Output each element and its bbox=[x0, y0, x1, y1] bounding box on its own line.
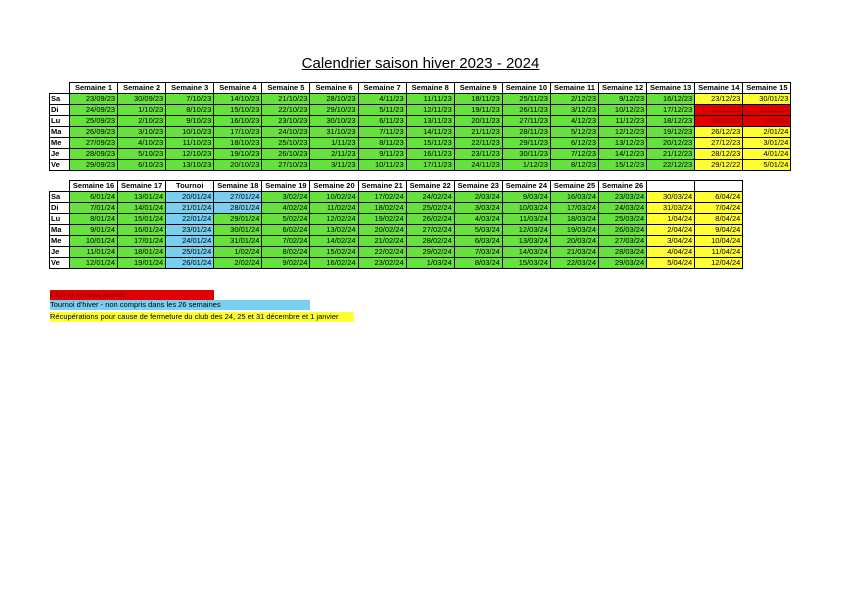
date-cell: 22/12/23 bbox=[647, 160, 695, 171]
column-header: Semaine 16 bbox=[70, 181, 118, 192]
date-cell: 11/10/23 bbox=[166, 138, 214, 149]
date-cell: 30/10/23 bbox=[310, 116, 358, 127]
date-cell: 3/10/23 bbox=[118, 127, 166, 138]
date-cell: 23/01/24 bbox=[166, 225, 214, 236]
date-cell: 27/11/23 bbox=[502, 116, 550, 127]
date-cell: 24/01/24 bbox=[166, 236, 214, 247]
date-cell: 20/12/23 bbox=[647, 138, 695, 149]
date-cell: 25/01/24 bbox=[166, 247, 214, 258]
day-label: Me bbox=[50, 138, 70, 149]
column-header: Tournoi bbox=[166, 181, 214, 192]
column-header: Semaine 24 bbox=[502, 181, 550, 192]
date-cell: 19/02/24 bbox=[358, 214, 406, 225]
date-cell: 3/11/23 bbox=[310, 160, 358, 171]
legend-closed: Club et terrains fermés bbox=[50, 290, 214, 300]
column-header: Semaine 8 bbox=[406, 83, 454, 94]
date-cell: 22/01/24 bbox=[166, 214, 214, 225]
date-cell: 2/03/24 bbox=[454, 192, 502, 203]
date-cell: 21/03/24 bbox=[550, 247, 598, 258]
corner-cell bbox=[50, 83, 70, 94]
date-cell: 11/11/23 bbox=[406, 94, 454, 105]
date-cell: 29/03/24 bbox=[599, 258, 647, 269]
column-header: Semaine 25 bbox=[550, 181, 598, 192]
date-cell: 7/01/24 bbox=[70, 203, 118, 214]
date-cell: 29/09/23 bbox=[70, 160, 118, 171]
date-cell: 23/11/23 bbox=[454, 149, 502, 160]
date-cell: 8/02/24 bbox=[262, 247, 310, 258]
date-cell: 2/04/24 bbox=[647, 225, 695, 236]
column-header: Semaine 21 bbox=[358, 181, 406, 192]
date-cell: 4/11/23 bbox=[358, 94, 406, 105]
date-cell: 15/10/23 bbox=[214, 105, 262, 116]
header-row bbox=[50, 83, 791, 94]
table-row bbox=[50, 127, 791, 138]
column-header: Semaine 17 bbox=[118, 181, 166, 192]
date-cell: 9/10/23 bbox=[166, 116, 214, 127]
day-label: Ve bbox=[50, 258, 70, 269]
date-cell: 17/02/24 bbox=[358, 192, 406, 203]
column-header: Semaine 4 bbox=[214, 83, 262, 94]
date-cell: 16/02/24 bbox=[310, 258, 358, 269]
calendar-table-2 bbox=[49, 180, 743, 269]
corner-cell bbox=[50, 181, 70, 192]
date-cell: 28/10/23 bbox=[310, 94, 358, 105]
date-cell: 13/11/23 bbox=[406, 116, 454, 127]
date-cell: 11/01/24 bbox=[70, 247, 118, 258]
date-cell: 27/02/24 bbox=[406, 225, 454, 236]
date-cell: 11/03/24 bbox=[502, 214, 550, 225]
date-cell: 14/01/24 bbox=[118, 203, 166, 214]
date-cell: 18/11/23 bbox=[454, 94, 502, 105]
date-cell: 14/10/23 bbox=[214, 94, 262, 105]
date-cell: 28/09/23 bbox=[70, 149, 118, 160]
date-cell: 9/03/24 bbox=[502, 192, 550, 203]
table-row bbox=[50, 236, 743, 247]
date-cell: 21/02/24 bbox=[358, 236, 406, 247]
date-cell: 12/11/23 bbox=[406, 105, 454, 116]
date-cell: 16/12/23 bbox=[647, 94, 695, 105]
date-cell: 5/11/23 bbox=[358, 105, 406, 116]
date-cell: 2/01/24 bbox=[743, 127, 791, 138]
date-cell: 1/01/24 bbox=[743, 116, 791, 127]
date-cell: 23/02/24 bbox=[358, 258, 406, 269]
date-cell: 30/09/23 bbox=[118, 94, 166, 105]
date-cell: 12/02/24 bbox=[310, 214, 358, 225]
date-cell: 26/03/24 bbox=[599, 225, 647, 236]
column-header: Semaine 2 bbox=[118, 83, 166, 94]
date-cell: 27/12/23 bbox=[695, 138, 743, 149]
date-cell: 15/12/23 bbox=[599, 160, 647, 171]
date-cell: 27/01/24 bbox=[214, 192, 262, 203]
date-cell: 17/10/23 bbox=[214, 127, 262, 138]
date-cell: 27/10/23 bbox=[262, 160, 310, 171]
day-label: Sa bbox=[50, 192, 70, 203]
date-cell: 18/02/24 bbox=[358, 203, 406, 214]
day-label: Lu bbox=[50, 116, 70, 127]
date-cell: 28/12/23 bbox=[695, 149, 743, 160]
date-cell: 3/04/24 bbox=[647, 236, 695, 247]
column-header: Semaine 19 bbox=[262, 181, 310, 192]
date-cell: 12/01/24 bbox=[70, 258, 118, 269]
day-label: Di bbox=[50, 105, 70, 116]
column-header: Semaine 7 bbox=[358, 83, 406, 94]
date-cell: 5/12/23 bbox=[550, 127, 598, 138]
date-cell: 29/12/22 bbox=[695, 160, 743, 171]
table-row bbox=[50, 149, 791, 160]
date-cell: 20/03/24 bbox=[550, 236, 598, 247]
date-cell: 24/03/24 bbox=[599, 203, 647, 214]
date-cell: 1/03/24 bbox=[406, 258, 454, 269]
date-cell: 25/03/24 bbox=[599, 214, 647, 225]
date-cell: 23/10/23 bbox=[262, 116, 310, 127]
date-cell: 6/01/24 bbox=[70, 192, 118, 203]
date-cell: 23/03/24 bbox=[599, 192, 647, 203]
date-cell: 17/12/23 bbox=[647, 105, 695, 116]
date-cell: 12/10/23 bbox=[166, 149, 214, 160]
date-cell: 16/10/23 bbox=[214, 116, 262, 127]
column-header: Semaine 20 bbox=[310, 181, 358, 192]
day-label: Sa bbox=[50, 94, 70, 105]
date-cell: 15/02/24 bbox=[310, 247, 358, 258]
date-cell: 5/04/24 bbox=[647, 258, 695, 269]
date-cell: 1/11/23 bbox=[310, 138, 358, 149]
date-cell: 14/11/23 bbox=[406, 127, 454, 138]
column-header bbox=[647, 181, 695, 192]
date-cell: 13/12/23 bbox=[599, 138, 647, 149]
column-header bbox=[695, 181, 743, 192]
column-header: Semaine 23 bbox=[454, 181, 502, 192]
date-cell: 26/01/24 bbox=[166, 258, 214, 269]
day-label: Je bbox=[50, 247, 70, 258]
date-cell: 31/10/23 bbox=[310, 127, 358, 138]
date-cell: 14/03/24 bbox=[502, 247, 550, 258]
date-cell: 12/12/23 bbox=[599, 127, 647, 138]
date-cell: 11/04/24 bbox=[695, 247, 743, 258]
table-row bbox=[50, 203, 743, 214]
date-cell: 9/04/24 bbox=[695, 225, 743, 236]
table-row bbox=[50, 138, 791, 149]
day-label: Me bbox=[50, 236, 70, 247]
date-cell: 7/11/23 bbox=[358, 127, 406, 138]
date-cell: 5/02/24 bbox=[262, 214, 310, 225]
date-cell: 28/01/24 bbox=[214, 203, 262, 214]
date-cell: 17/11/23 bbox=[406, 160, 454, 171]
table-row bbox=[50, 214, 743, 225]
date-cell: 31/03/24 bbox=[647, 203, 695, 214]
table-row bbox=[50, 192, 743, 203]
date-cell: 20/01/24 bbox=[166, 192, 214, 203]
column-header: Semaine 15 bbox=[743, 83, 791, 94]
column-header: Semaine 9 bbox=[454, 83, 502, 94]
date-cell: 21/11/23 bbox=[454, 127, 502, 138]
date-cell: 8/11/23 bbox=[358, 138, 406, 149]
date-cell: 30/03/24 bbox=[647, 192, 695, 203]
date-cell: 25/12/23 bbox=[695, 116, 743, 127]
table-row bbox=[50, 247, 743, 258]
table-row bbox=[50, 258, 743, 269]
date-cell: 4/12/23 bbox=[550, 116, 598, 127]
date-cell: 3/03/24 bbox=[454, 203, 502, 214]
date-cell: 20/10/23 bbox=[214, 160, 262, 171]
date-cell: 1/10/23 bbox=[118, 105, 166, 116]
date-cell: 21/10/23 bbox=[262, 94, 310, 105]
date-cell: 8/10/23 bbox=[166, 105, 214, 116]
column-header: Semaine 26 bbox=[599, 181, 647, 192]
date-cell: 27/09/23 bbox=[70, 138, 118, 149]
date-cell: 8/01/24 bbox=[70, 214, 118, 225]
date-cell: 22/11/23 bbox=[454, 138, 502, 149]
date-cell: 24/10/23 bbox=[262, 127, 310, 138]
date-cell: 23/09/23 bbox=[70, 94, 118, 105]
table-row bbox=[50, 160, 791, 171]
date-cell: 21/12/23 bbox=[647, 149, 695, 160]
date-cell: 2/11/23 bbox=[310, 149, 358, 160]
date-cell: 10/11/23 bbox=[358, 160, 406, 171]
date-cell: 14/02/24 bbox=[310, 236, 358, 247]
date-cell: 26/02/24 bbox=[406, 214, 454, 225]
date-cell: 7/03/24 bbox=[454, 247, 502, 258]
date-cell: 23/12/23 bbox=[695, 94, 743, 105]
date-cell: 9/12/23 bbox=[599, 94, 647, 105]
date-cell: 8/04/24 bbox=[695, 214, 743, 225]
date-cell: 24/11/23 bbox=[454, 160, 502, 171]
date-cell: 29/01/24 bbox=[214, 214, 262, 225]
page-title: Calendrier saison hiver 2023 - 2024 bbox=[301, 55, 540, 72]
date-cell: 4/01/24 bbox=[743, 149, 791, 160]
day-label: Lu bbox=[50, 214, 70, 225]
date-cell: 6/11/23 bbox=[358, 116, 406, 127]
date-cell: 16/11/23 bbox=[406, 149, 454, 160]
date-cell: 26/10/23 bbox=[262, 149, 310, 160]
date-cell: 29/11/23 bbox=[502, 138, 550, 149]
column-header: Semaine 6 bbox=[310, 83, 358, 94]
date-cell: 2/10/23 bbox=[118, 116, 166, 127]
date-cell: 9/01/24 bbox=[70, 225, 118, 236]
date-cell: 28/11/23 bbox=[502, 127, 550, 138]
day-label: Ma bbox=[50, 127, 70, 138]
date-cell: 18/10/23 bbox=[214, 138, 262, 149]
date-cell: 13/03/24 bbox=[502, 236, 550, 247]
date-cell: 8/12/23 bbox=[550, 160, 598, 171]
date-cell: 13/10/23 bbox=[166, 160, 214, 171]
date-cell: 16/01/24 bbox=[118, 225, 166, 236]
day-label: Di bbox=[50, 203, 70, 214]
date-cell: 9/11/23 bbox=[358, 149, 406, 160]
table-row bbox=[50, 105, 791, 116]
date-cell: 10/12/23 bbox=[599, 105, 647, 116]
day-label: Ve bbox=[50, 160, 70, 171]
date-cell: 29/02/24 bbox=[406, 247, 454, 258]
date-cell: 7/02/24 bbox=[262, 236, 310, 247]
date-cell: 26/11/23 bbox=[502, 105, 550, 116]
date-cell: 6/12/23 bbox=[550, 138, 598, 149]
date-cell: 2/02/24 bbox=[214, 258, 262, 269]
date-cell: 6/10/23 bbox=[118, 160, 166, 171]
day-label: Je bbox=[50, 149, 70, 160]
date-cell: 4/02/24 bbox=[262, 203, 310, 214]
date-cell: 7/04/24 bbox=[695, 203, 743, 214]
date-cell: 18/12/23 bbox=[647, 116, 695, 127]
column-header: Semaine 1 bbox=[70, 83, 118, 94]
column-header: Semaine 14 bbox=[695, 83, 743, 94]
header-row bbox=[50, 181, 743, 192]
date-cell: 11/12/23 bbox=[599, 116, 647, 127]
date-cell: 19/10/23 bbox=[214, 149, 262, 160]
table-row bbox=[50, 116, 791, 127]
date-cell: 19/03/24 bbox=[550, 225, 598, 236]
date-cell: 7/12/23 bbox=[550, 149, 598, 160]
date-cell: 17/01/24 bbox=[118, 236, 166, 247]
column-header: Semaine 10 bbox=[502, 83, 550, 94]
date-cell: 22/02/24 bbox=[358, 247, 406, 258]
table-row bbox=[50, 225, 743, 236]
legend-recovery: Récupérations pour cause de fermeture du club des 24, 25 et 31 décembre et 1 janvier bbox=[50, 312, 354, 322]
date-cell: 31/01/24 bbox=[214, 236, 262, 247]
date-cell: 5/01/24 bbox=[743, 160, 791, 171]
date-cell: 24/09/23 bbox=[70, 105, 118, 116]
date-cell: 18/03/24 bbox=[550, 214, 598, 225]
date-cell: 19/12/23 bbox=[647, 127, 695, 138]
date-cell: 11/02/24 bbox=[310, 203, 358, 214]
column-header: Semaine 3 bbox=[166, 83, 214, 94]
date-cell: 1/12/23 bbox=[502, 160, 550, 171]
date-cell: 30/01/23 bbox=[743, 94, 791, 105]
day-label: Ma bbox=[50, 225, 70, 236]
date-cell: 10/01/24 bbox=[70, 236, 118, 247]
date-cell: 13/02/24 bbox=[310, 225, 358, 236]
date-cell: 4/03/24 bbox=[454, 214, 502, 225]
date-cell: 17/03/24 bbox=[550, 203, 598, 214]
date-cell: 10/02/24 bbox=[310, 192, 358, 203]
date-cell: 25/09/23 bbox=[70, 116, 118, 127]
date-cell: 25/02/24 bbox=[406, 203, 454, 214]
date-cell: 5/10/23 bbox=[118, 149, 166, 160]
date-cell: 10/03/24 bbox=[502, 203, 550, 214]
date-cell: 25/11/23 bbox=[502, 94, 550, 105]
date-cell: 14/12/23 bbox=[599, 149, 647, 160]
date-cell: 28/03/24 bbox=[599, 247, 647, 258]
date-cell: 8/03/24 bbox=[454, 258, 502, 269]
column-header: Semaine 22 bbox=[406, 181, 454, 192]
calendar-table-1 bbox=[49, 82, 791, 171]
date-cell: 12/03/24 bbox=[502, 225, 550, 236]
date-cell: 15/11/23 bbox=[406, 138, 454, 149]
date-cell: 20/02/24 bbox=[358, 225, 406, 236]
date-cell: 3/02/24 bbox=[262, 192, 310, 203]
date-cell: 21/01/24 bbox=[166, 203, 214, 214]
date-cell: 28/02/24 bbox=[406, 236, 454, 247]
date-cell: 3/01/24 bbox=[743, 138, 791, 149]
date-cell: 25/10/23 bbox=[262, 138, 310, 149]
column-header: Semaine 12 bbox=[599, 83, 647, 94]
date-cell: 15/03/24 bbox=[502, 258, 550, 269]
column-header: Semaine 5 bbox=[262, 83, 310, 94]
date-cell: 4/10/23 bbox=[118, 138, 166, 149]
column-header: Semaine 18 bbox=[214, 181, 262, 192]
date-cell: 1/02/24 bbox=[214, 247, 262, 258]
date-cell: 12/04/24 bbox=[695, 258, 743, 269]
date-cell: 29/10/23 bbox=[310, 105, 358, 116]
date-cell: 5/03/24 bbox=[454, 225, 502, 236]
date-cell: 3/12/23 bbox=[550, 105, 598, 116]
date-cell: 13/01/24 bbox=[118, 192, 166, 203]
column-header: Semaine 11 bbox=[550, 83, 598, 94]
date-cell: 7/10/23 bbox=[166, 94, 214, 105]
date-cell: 22/10/23 bbox=[262, 105, 310, 116]
date-cell: 30/01/24 bbox=[214, 225, 262, 236]
column-header: Semaine 13 bbox=[647, 83, 695, 94]
date-cell: 10/10/23 bbox=[166, 127, 214, 138]
date-cell: 6/02/24 bbox=[262, 225, 310, 236]
date-cell: 24/12/23 bbox=[695, 105, 743, 116]
date-cell: 16/03/24 bbox=[550, 192, 598, 203]
date-cell: 26/09/23 bbox=[70, 127, 118, 138]
date-cell: 6/04/24 bbox=[695, 192, 743, 203]
legend-tournament: Tournoi d'hiver - non compris dans les 26 semaines bbox=[50, 300, 310, 310]
date-cell: 24/02/24 bbox=[406, 192, 454, 203]
date-cell: 20/11/23 bbox=[454, 116, 502, 127]
date-cell: 19/11/23 bbox=[454, 105, 502, 116]
date-cell: 10/04/24 bbox=[695, 236, 743, 247]
date-cell: 30/11/23 bbox=[502, 149, 550, 160]
date-cell: 6/03/24 bbox=[454, 236, 502, 247]
date-cell: 19/01/24 bbox=[118, 258, 166, 269]
date-cell: 27/03/24 bbox=[599, 236, 647, 247]
date-cell: 1/04/24 bbox=[647, 214, 695, 225]
date-cell: 31/12/23 bbox=[743, 105, 791, 116]
date-cell: 18/01/24 bbox=[118, 247, 166, 258]
date-cell: 4/04/24 bbox=[647, 247, 695, 258]
date-cell: 26/12/23 bbox=[695, 127, 743, 138]
date-cell: 15/01/24 bbox=[118, 214, 166, 225]
date-cell: 9/02/24 bbox=[262, 258, 310, 269]
date-cell: 2/12/23 bbox=[550, 94, 598, 105]
date-cell: 22/03/24 bbox=[550, 258, 598, 269]
table-row bbox=[50, 94, 791, 105]
